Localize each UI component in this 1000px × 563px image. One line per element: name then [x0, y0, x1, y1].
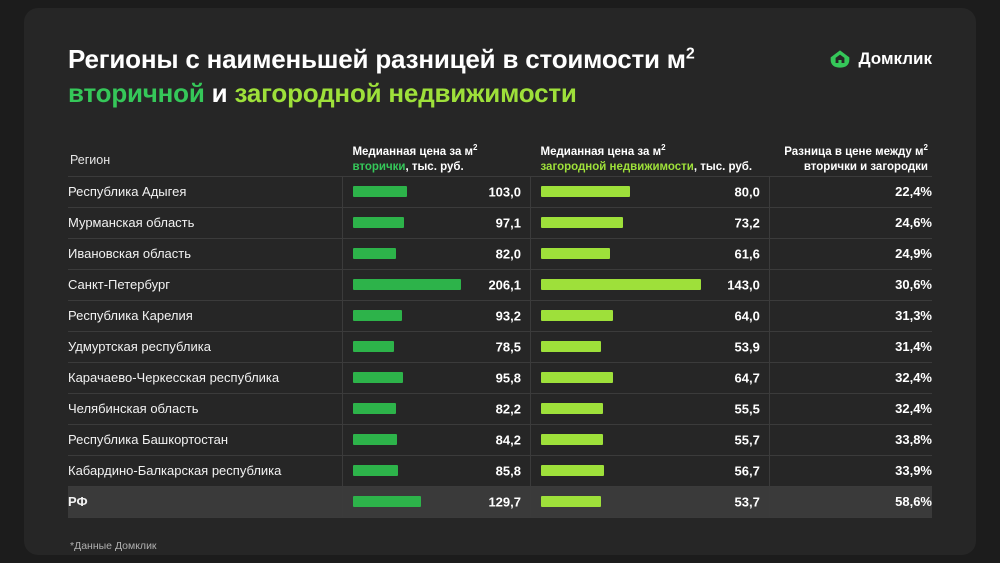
value-difference: 31,3%	[895, 308, 932, 324]
title-highlight-country: загородной недвижимости	[234, 78, 577, 109]
bar-country	[541, 310, 613, 321]
table-row	[68, 393, 932, 424]
bar-country	[541, 403, 603, 414]
bar-secondary	[353, 217, 404, 228]
row-region-label: Мурманская область	[68, 215, 195, 231]
header-diff-sup: 2	[923, 142, 928, 152]
value-secondary: 95,8	[495, 370, 521, 386]
bar-country	[541, 186, 631, 197]
bar-country	[541, 465, 604, 476]
bar-secondary	[353, 341, 394, 352]
row-bar-cell	[342, 393, 530, 424]
value-secondary: 93,2	[495, 308, 521, 324]
row-region-label: Республика Башкортостан	[68, 432, 228, 448]
table-row	[68, 362, 932, 393]
header-secondary-unit: , тыс. руб.	[405, 161, 464, 174]
value-secondary: 103,0	[488, 184, 521, 200]
bar-country	[541, 217, 623, 228]
row-bar-cell	[342, 207, 530, 238]
header-country-keyword: загородной недвижимости	[540, 161, 694, 174]
bar-country	[541, 496, 601, 507]
header-country-text: Медианная цена за м	[540, 145, 662, 158]
bar-country	[541, 279, 701, 290]
value-difference: 32,4%	[895, 370, 932, 386]
row-bar-cell	[342, 331, 530, 362]
bar-country	[541, 434, 603, 445]
page-title	[68, 42, 695, 111]
row-bar-cell	[342, 176, 530, 207]
row-region-label: Санкт-Петербург	[68, 277, 170, 293]
title-line1: Регионы с наименьшей разницей в стоимости м	[68, 44, 686, 74]
row-region-label: Карачаево-Черкесская республика	[68, 370, 280, 386]
row-bar-cell	[342, 238, 530, 269]
value-country: 64,7	[734, 370, 760, 386]
value-country: 53,9	[734, 339, 760, 355]
value-country: 64,0	[734, 308, 760, 324]
value-difference: 33,8%	[895, 432, 932, 448]
bar-secondary	[353, 248, 396, 259]
row-bar-cell	[530, 300, 769, 331]
infographic-card	[24, 8, 976, 555]
row-bar-cell	[530, 207, 769, 238]
bar-secondary	[353, 372, 403, 383]
brand-logo	[829, 48, 932, 70]
row-bar-cell	[342, 455, 530, 486]
table-row	[68, 331, 932, 362]
table-row	[68, 238, 932, 269]
row-bar-cell	[342, 424, 530, 455]
header-diff-subtext: вторички и загородки	[803, 161, 928, 174]
table-row	[68, 455, 932, 486]
bar-secondary	[353, 465, 398, 476]
value-country: 80,0	[734, 184, 760, 200]
table-row	[68, 424, 932, 455]
value-country: 61,6	[734, 246, 760, 262]
value-difference: 32,4%	[895, 401, 932, 417]
value-country: 143,0	[727, 277, 760, 293]
row-bar-cell	[342, 362, 530, 393]
column-header-difference	[769, 142, 932, 177]
value-difference: 24,9%	[895, 246, 932, 262]
value-secondary: 78,5	[495, 339, 521, 355]
bar-secondary	[353, 403, 396, 414]
row-region-label: Республика Карелия	[68, 308, 193, 324]
table-row	[68, 207, 932, 238]
value-difference: 30,6%	[895, 277, 932, 293]
row-bar-cell	[530, 393, 769, 424]
value-difference: 58,6%	[895, 494, 932, 510]
bar-secondary	[353, 310, 402, 321]
row-bar-cell	[530, 455, 769, 486]
value-country: 56,7	[734, 463, 760, 479]
column-header-secondary	[342, 142, 530, 177]
value-country: 53,7	[734, 494, 760, 510]
title-highlight-secondary: вторичной	[68, 78, 205, 109]
row-bar-cell	[530, 424, 769, 455]
value-difference: 22,4%	[895, 184, 932, 200]
value-secondary: 82,2	[495, 401, 521, 417]
table-header	[68, 142, 932, 177]
value-secondary: 82,0	[495, 246, 521, 262]
bar-secondary	[353, 434, 397, 445]
header-diff-text: Разница в цене между м	[784, 145, 924, 158]
row-bar-cell	[342, 269, 530, 300]
row-region-label: Челябинская область	[68, 401, 199, 417]
row-bar-cell	[530, 269, 769, 300]
bar-country	[541, 248, 610, 259]
row-bar-cell	[342, 300, 530, 331]
row-bar-cell	[530, 362, 769, 393]
header-country-sup: 2	[661, 142, 666, 152]
header-secondary-sup: 2	[473, 142, 478, 152]
row-bar-cell	[342, 486, 530, 517]
value-secondary: 97,1	[495, 215, 521, 231]
bar-secondary	[353, 279, 461, 290]
table-row	[68, 486, 932, 517]
bar-country	[541, 372, 613, 383]
row-region-label: Кабардино-Балкарская республика	[68, 463, 282, 479]
value-difference: 24,6%	[895, 215, 932, 231]
header	[68, 42, 932, 111]
row-region-label: Ивановская область	[68, 246, 191, 262]
header-secondary-text: Медианная цена за м	[352, 145, 474, 158]
header-country-unit: , тыс. руб.	[693, 161, 753, 174]
row-bar-cell	[530, 238, 769, 269]
title-conjunction: и	[204, 78, 235, 109]
value-secondary: 206,1	[488, 277, 521, 293]
row-bar-cell	[530, 331, 769, 362]
value-country: 55,5	[734, 401, 760, 417]
brand-name: Домклик	[858, 49, 932, 68]
row-bar-cell	[530, 486, 769, 517]
title-superscript: 2	[685, 45, 695, 63]
value-country: 73,2	[734, 215, 760, 231]
footnote: *Данные Домклик	[70, 539, 157, 552]
bar-secondary	[353, 186, 407, 197]
row-region-label: Республика Адыгея	[68, 184, 187, 200]
value-secondary: 84,2	[495, 432, 521, 448]
table-body	[68, 176, 932, 517]
price-comparison-table	[68, 142, 932, 518]
bar-country	[541, 341, 601, 352]
column-header-region: Регион	[70, 152, 111, 167]
column-header-country	[530, 142, 769, 177]
table-row	[68, 300, 932, 331]
value-secondary: 129,7	[488, 494, 521, 510]
house-icon	[829, 48, 851, 70]
value-secondary: 85,8	[495, 463, 521, 479]
row-region-label: Удмуртская республика	[68, 339, 211, 355]
table-row	[68, 176, 932, 207]
table-row	[68, 269, 932, 300]
value-difference: 33,9%	[895, 463, 932, 479]
value-difference: 31,4%	[895, 339, 932, 355]
bar-secondary	[353, 496, 421, 507]
row-bar-cell	[530, 176, 769, 207]
value-country: 55,7	[734, 432, 760, 448]
header-secondary-keyword: вторички	[352, 161, 406, 174]
row-region-label: РФ	[68, 494, 88, 510]
